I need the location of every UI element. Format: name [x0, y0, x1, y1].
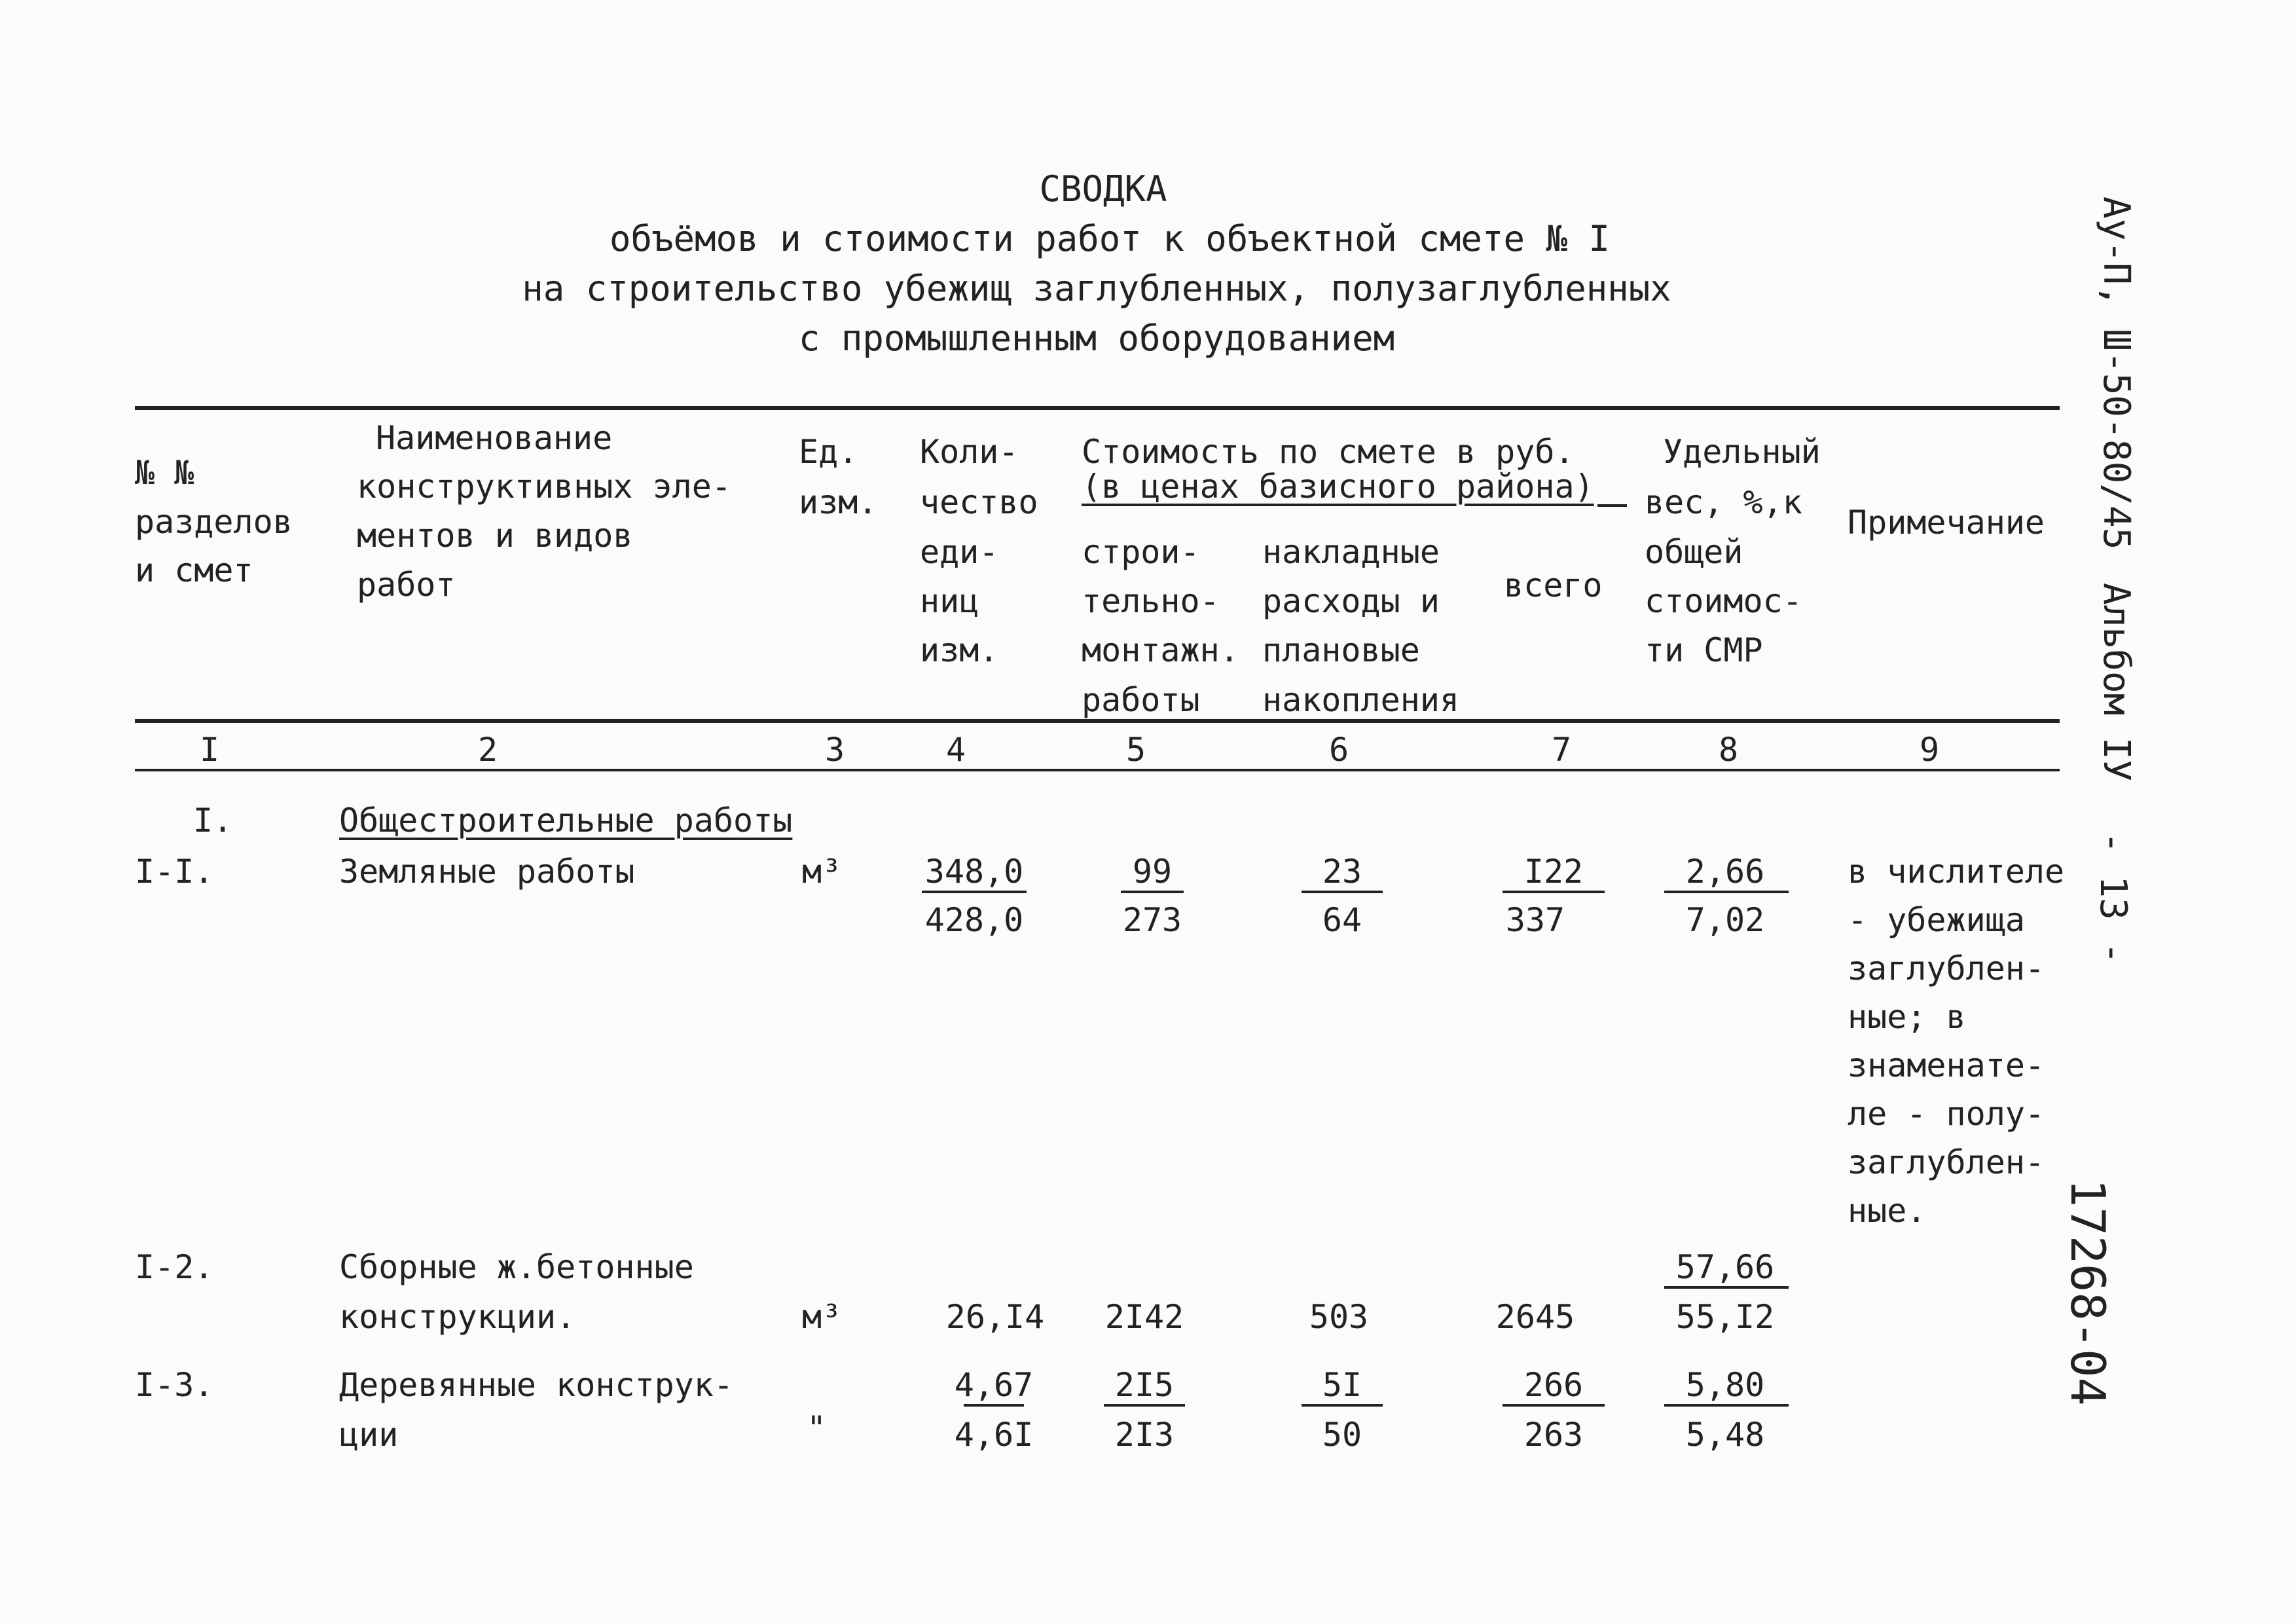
row2-name-line2: конструкции.: [339, 1298, 576, 1336]
header-col2-line4: работ: [357, 566, 456, 604]
header-col9: Примечание: [1848, 504, 2045, 542]
row1-number: I-I.: [135, 853, 214, 891]
row1-qty-denominator: 428,0: [924, 901, 1024, 939]
row1-qty-numerator: 348,0: [924, 853, 1024, 891]
header-col8-line5: ти СМР: [1645, 631, 1763, 669]
row1-note-line6: ле - полу-: [1848, 1095, 2045, 1133]
header-col4-line3: еди-: [920, 533, 999, 571]
row3-name-line2: ции: [339, 1416, 399, 1454]
column-number-1: I: [199, 731, 220, 769]
row3-smr-numerator: 2I5: [1114, 1366, 1175, 1404]
row1-name: Земляные работы: [339, 853, 635, 891]
row2-share-denominator: 55,I2: [1675, 1298, 1775, 1336]
row1-unit: м³: [802, 853, 842, 891]
table-top-rule: [135, 406, 2060, 410]
row2-qty: 26,I4: [945, 1298, 1045, 1336]
column-number-3: 3: [824, 731, 845, 769]
row1-total-denominator: 337: [1505, 901, 1565, 939]
header-cost-group-rule: [1597, 504, 1627, 507]
row1-overhead-numerator: 23: [1322, 853, 1362, 891]
document-title: СВОДКА: [1039, 168, 1167, 210]
header-col4-line2: чество: [920, 483, 1038, 521]
header-col8-line4: стоимос-: [1645, 582, 1802, 620]
header-col1-line1: № №: [135, 454, 194, 492]
row1-note-line4: ные; в: [1848, 998, 1966, 1036]
header-col8-line3: общей: [1645, 533, 1743, 571]
header-col1-line3: и смет: [135, 551, 253, 589]
side-document-number: 17268-04: [2060, 1179, 2115, 1406]
row1-smr-fraction-bar: [1121, 891, 1184, 893]
row2-overhead: 503: [1309, 1298, 1369, 1336]
header-col2-line2: конструктивных эле-: [357, 468, 731, 506]
header-cost-group-line1: Стоимость по смете в руб.: [1082, 433, 1575, 471]
row1-note-line5: знаменате-: [1848, 1046, 2045, 1084]
subtitle-line-3: с промышленным оборудованием: [798, 318, 1395, 359]
row3-name-line1: Деревянные конструк-: [339, 1366, 734, 1404]
row3-total-fraction-bar: [1503, 1404, 1605, 1407]
row1-share-fraction-bar: [1664, 891, 1789, 893]
row1-overhead-denominator: 64: [1322, 901, 1362, 939]
row2-number: I-2.: [135, 1248, 214, 1286]
row2-unit: м³: [802, 1298, 842, 1336]
section-number: I.: [193, 802, 233, 840]
header-col6-line4: накопления: [1262, 681, 1460, 719]
header-cost-group-line2: (в ценах базисного района): [1082, 468, 1594, 506]
row3-overhead-numerator: 5I: [1322, 1366, 1362, 1404]
header-col4-line5: изм.: [920, 631, 999, 669]
header-col5-line1: строи-: [1082, 533, 1200, 571]
row1-smr-numerator: 99: [1132, 853, 1173, 891]
row1-note-line8: ные.: [1848, 1192, 1927, 1230]
side-album: Альбом IУ: [2095, 583, 2138, 782]
header-col6-line3: плановые: [1262, 631, 1420, 669]
row3-qty-numerator: 4,67: [954, 1366, 1034, 1404]
row3-qty-denominator: 4,6I: [954, 1416, 1034, 1454]
row2-total: 2645: [1495, 1298, 1575, 1336]
header-col3-line2: изм.: [799, 483, 878, 521]
row3-total-numerator: 266: [1523, 1366, 1584, 1404]
row1-note-line2: - убежища: [1848, 901, 2025, 939]
column-number-8: 8: [1718, 731, 1739, 769]
header-col5-line3: монтажн.: [1082, 631, 1239, 669]
header-col1-line2: разделов: [135, 503, 293, 541]
row1-note-line7: заглублен-: [1848, 1143, 2045, 1181]
side-code: Ау-П, Ш-50-80/45: [2095, 196, 2138, 550]
row3-total-denominator: 263: [1523, 1416, 1584, 1454]
row1-note-line1: в числителе: [1848, 853, 2065, 891]
row1-qty-fraction-bar: [922, 891, 1027, 893]
column-number-5: 5: [1125, 731, 1146, 769]
row2-share-numerator: 57,66: [1675, 1248, 1775, 1286]
subtitle-line-2: на строительство убежищ заглубленных, полузаглубленных: [522, 268, 1671, 309]
header-col2-line3: ментов и видов: [357, 517, 633, 555]
header-col4-line1: Коли-: [920, 433, 1019, 471]
column-number-2: 2: [477, 731, 498, 769]
row3-unit: ": [807, 1409, 827, 1447]
side-page-number: - 13 -: [2092, 832, 2134, 965]
header-col7: всего: [1504, 566, 1603, 604]
row2-share-fraction-bar: [1664, 1286, 1789, 1289]
row1-total-numerator: I22: [1523, 853, 1584, 891]
row1-share-numerator: 2,66: [1685, 853, 1765, 891]
header-col8-line2: вес, %,к: [1645, 483, 1802, 521]
row3-share-fraction-bar: [1664, 1404, 1789, 1407]
row2-name-line1: Сборные ж.бетонные: [339, 1248, 694, 1286]
row3-qty-fraction-bar: [964, 1404, 1024, 1407]
row2-smr: 2I42: [1104, 1298, 1184, 1336]
header-col6-line2: расходы и: [1262, 582, 1440, 620]
header-col3-line1: Ед.: [799, 433, 858, 471]
row3-number: I-3.: [135, 1366, 214, 1404]
row3-smr-denominator: 2I3: [1114, 1416, 1175, 1454]
row1-overhead-fraction-bar: [1302, 891, 1383, 893]
row3-overhead-denominator: 50: [1322, 1416, 1362, 1454]
row3-share-numerator: 5,80: [1685, 1366, 1765, 1404]
column-number-9: 9: [1919, 731, 1940, 769]
header-col5-line4: работы: [1082, 681, 1200, 719]
section-title: Общестроительные работы: [339, 802, 793, 840]
column-number-6: 6: [1328, 731, 1349, 769]
header-col6-line1: накладные: [1262, 533, 1440, 571]
row1-smr-denominator: 273: [1122, 901, 1182, 939]
header-bottom-rule: [135, 719, 2060, 723]
header-col4-line4: ниц: [920, 582, 979, 620]
row3-share-denominator: 5,48: [1685, 1416, 1765, 1454]
subtitle-line-1: объёмов и стоимости работ к объектной смете № I: [609, 218, 1611, 259]
header-col2-line1: Наименование: [376, 419, 613, 457]
column-number-4: 4: [945, 731, 966, 769]
row1-share-denominator: 7,02: [1685, 901, 1765, 939]
column-numbers-rule: [135, 769, 2060, 771]
row3-smr-fraction-bar: [1104, 1404, 1185, 1407]
header-col5-line2: тельно-: [1082, 582, 1220, 620]
row1-note-line3: заглублен-: [1848, 950, 2045, 987]
header-col8-line1: Удельный: [1663, 433, 1821, 471]
row1-total-fraction-bar: [1503, 891, 1605, 893]
column-number-7: 7: [1551, 731, 1572, 769]
row3-overhead-fraction-bar: [1302, 1404, 1383, 1407]
